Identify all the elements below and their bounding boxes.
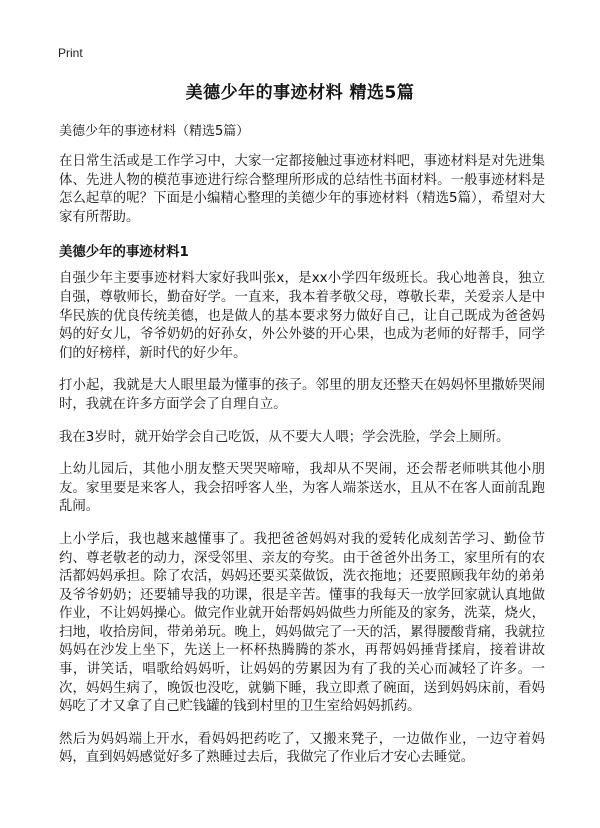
document-subtitle: 美德少年的事迹材料（精选5篇）	[59, 124, 250, 139]
print-label: Print	[58, 46, 83, 60]
body-paragraph: 自强少年主要事迹材料大家好我叫张x，是xx小学四年级班长。我心地善良，独立自强，尊敬师长，勤奋好学。一直来，我本着孝敬父母，尊敬长辈，关爱亲人是中华民族的优良传统美德，也是做人的基本要求努力做好自己，让自己既成为爸爸妈妈的好女儿，爷爷奶奶的好孙女，外公外婆的开心果，也成为老师的好帮手，同学们的好榜样，新时代的好少年。	[59, 271, 545, 361]
document-title: 美德少年的事迹材料 精选5篇	[185, 83, 415, 103]
intro-paragraph: 在日常生活或是工作学习中，大家一定都接触过事迹材料吧，事迹材料是对先进集体、先进人物的模范事迹进行综合整理所形成的总结性书面材料。一般事迹材料是怎么起草的呢？下面是小编精心整理的美德少年的事迹材料（精选5篇），希望对大家有所帮助。	[59, 154, 545, 225]
body-paragraph: 我在3岁时，就开始学会自己吃饭，从不要大人喂；学会洗脸，学会上厕所。	[59, 429, 510, 445]
section-heading: 美德少年的事迹材料1	[59, 245, 189, 261]
body-paragraph: 上幼儿园后，其他小朋友整天哭哭啼啼，我却从不哭闹，还会帮老师哄其他小朋友。家里要是来客人，我会招呼客人坐，为客人端茶送水，且从不在客人面前乱跑乱闹。	[59, 462, 545, 515]
body-paragraph: 打小起，我就是大人眼里最为懂事的孩子。邻里的朋友还整天在妈妈怀里撒娇哭闹时，我就在许多方面学会了自理自立。	[59, 378, 545, 412]
document-body	[59, 120, 545, 782]
body-paragraph: 上小学后，我也越来越懂事了。我把爸爸妈妈对我的爱转化成刻苦学习、勤俭节约、尊老敬老的动力，深受邻里、亲友的夸奖。由于爸爸外出务工，家里所有的农活都妈妈承担。除了农活，妈妈还要买菜做饭，洗衣拖地；还要照顾我年幼的弟弟及爷爷奶奶；还要辅导我的功课，很是辛苦。懂事的我每天一放学回家就认真地做作业，不让妈妈操心。做完作业就开始帮妈妈做些力所能及的家务，洗菜，烧火，扫地，收拾房间，带弟弟玩。晚上，妈妈做完了一天的活，累得腰酸背痛，我就拉妈妈在沙发上坐下，先送上一杯杯热腾腾的茶水，再帮妈妈捶背揉肩，接着讲故事，讲笑话，唱歌给妈妈听，让妈妈的劳累因为有了我的关心而减轻了许多。一次，妈妈生病了，晚饭也没吃，就躺下睡，我立即煮了碗面，送到妈妈床前，看妈妈吃了才又拿了自己贮钱罐的钱到村里的卫生室给妈妈抓药。	[59, 531, 545, 715]
body-paragraph: 然后为妈妈端上开水，看妈妈把药吃了，又搬来凳子，一边做作业，一边守着妈妈，直到妈妈感觉好多了熟睡过去后，我做完了作业后才安心去睡觉。	[59, 731, 545, 766]
